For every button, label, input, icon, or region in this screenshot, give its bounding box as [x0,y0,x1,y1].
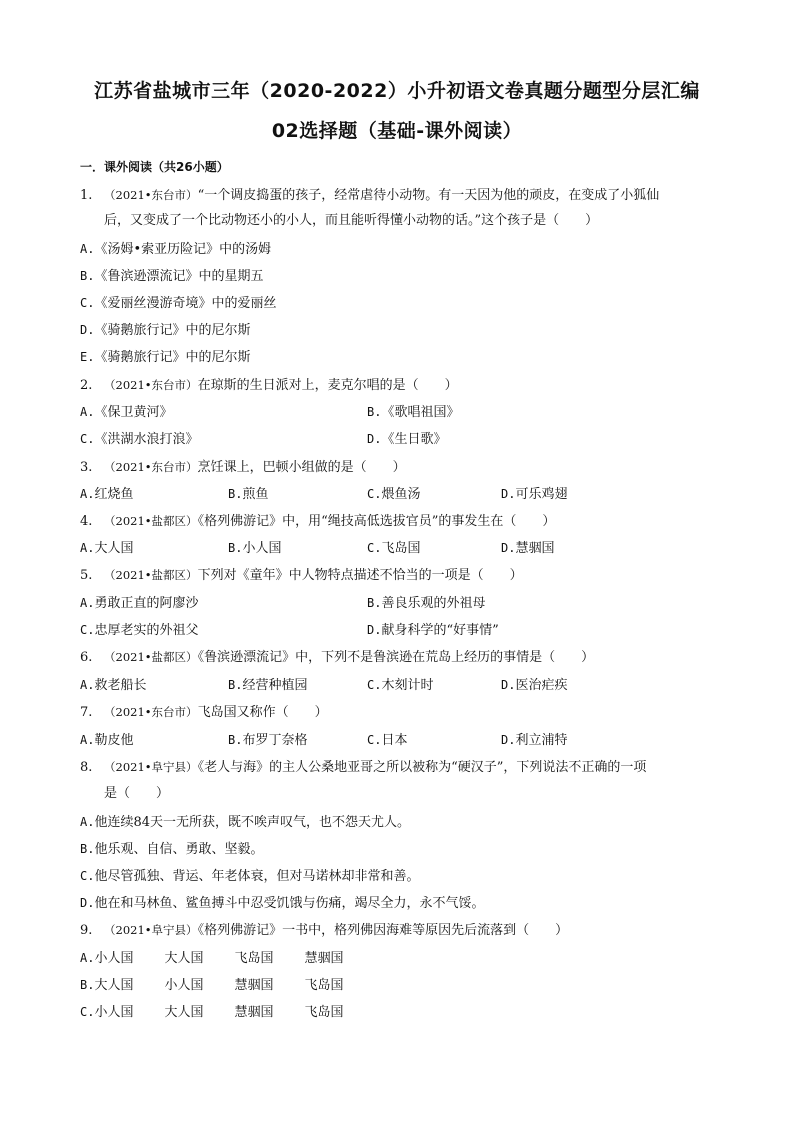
option-text: 《骑鹅旅行记》中的尼尔斯 [94,323,251,338]
question-1 [80,186,659,205]
question-source: （2021•盐都区） [104,514,198,528]
option-7a [80,731,133,750]
option-text: 医治疟疾 [515,678,568,693]
option-letter: A. [80,815,95,829]
section-heading: 一．课外阅读（共26小题） [80,160,229,174]
option-item: 飞岛国 [234,951,274,966]
option-5a [80,594,198,613]
option-letter: C. [80,1005,95,1019]
option-letter: A. [80,951,95,965]
option-item: 小人国 [94,951,134,966]
option-letter: C. [80,432,95,446]
question-source: （2021•东台市） [104,188,198,202]
question-5 [80,566,523,585]
option-1b [80,267,263,286]
question-3 [80,458,406,477]
option-7d [501,731,567,750]
option-2d [367,430,446,449]
option-7b [228,731,307,750]
option-1e [80,348,250,367]
option-6c [367,676,433,695]
question-9 [80,921,568,940]
option-text: 《洪湖水浪打浪》 [94,432,199,447]
option-letter: C. [367,733,382,747]
option-text: 《骑鹅旅行记》中的尼尔斯 [94,350,251,365]
option-text: 《歌唱祖国》 [381,405,460,420]
option-letter: B. [367,405,382,419]
question-text: 《格列佛游记》中，用“绳技高低选拔官员”的事发生在（ ） [197,514,556,529]
option-text: 煎鱼 [242,487,269,502]
option-4a [80,539,133,558]
option-text: 《保卫黄河》 [94,405,173,420]
question-8-continuation: 是（ ） [104,786,170,801]
option-3d [501,485,567,504]
option-letter: D. [501,541,516,555]
option-3b [228,485,268,504]
option-text: 献身科学的“好事情” [381,623,499,638]
option-text: 《鲁滨逊漂流记》中的星期五 [94,269,264,284]
option-5d [367,621,499,640]
option-letter: B. [367,596,382,610]
question-number: 3. [80,460,93,475]
option-letter: B. [80,269,95,283]
option-1c [80,294,276,313]
question-number: 9. [80,923,93,938]
option-text: 飞岛国 [381,541,421,556]
option-text: 他乐观、自信、勇敢、坚毅。 [94,842,264,857]
option-1d [80,321,250,340]
option-2a [80,403,172,422]
option-item: 慧骃国 [234,978,274,993]
option-4c [367,539,420,558]
question-source: （2021•阜宁县） [104,760,198,774]
option-letter: B. [228,487,243,501]
option-9c [80,1003,374,1022]
option-text: 日本 [381,733,408,748]
question-number: 8. [80,760,93,775]
option-letter: C. [80,623,95,637]
option-3c [367,485,420,504]
question-number: 1. [80,188,93,203]
document-title-line-1: 江苏省盐城市三年（2020-2022）小升初语文卷真题分题型分层汇编 [94,80,700,102]
question-source: （2021•东台市） [104,378,198,392]
option-letter: D. [501,733,516,747]
question-text: 《格列佛游记》一书中，格列佛因海难等原因先后流落到（ ） [197,923,569,938]
question-number: 5. [80,568,93,583]
question-1-continuation: 后，又变成了一个比动物还小的小人，而且能听得懂小动物的话。”这个孩子是（ ） [104,213,599,228]
option-text: 勇敢正直的阿廖沙 [94,596,199,611]
option-letter: C. [367,678,382,692]
document-title-line-2: 02选择题（基础-课外阅读） [271,120,523,142]
option-letter: A. [80,596,95,610]
option-item: 大人国 [164,951,204,966]
option-letter: C. [80,869,95,883]
question-number: 4. [80,514,93,529]
option-text: 《汤姆•索亚历险记》中的汤姆 [94,242,272,257]
option-text: 利立浦特 [515,733,568,748]
question-2 [80,376,458,395]
option-text: 木刻计时 [381,678,434,693]
option-letter: C. [367,541,382,555]
option-8b [80,840,263,859]
option-letter: D. [80,323,95,337]
option-letter: A. [80,678,95,692]
option-letter: D. [501,487,516,501]
option-letter: D. [80,896,95,910]
option-item: 大人国 [94,978,134,993]
option-4d [501,539,554,558]
option-letter: D. [367,432,382,446]
question-source: （2021•盐都区） [104,568,198,582]
option-text: 《生日歌》 [381,432,447,447]
option-letter: B. [80,842,95,856]
option-text: 煨鱼汤 [381,487,421,502]
option-text: 可乐鸡翅 [515,487,568,502]
question-text: 飞岛国又称作（ ） [197,705,328,720]
question-text: 在琼斯的生日派对上，麦克尔唱的是（ ） [197,378,458,393]
question-text: 下列对《童年》中人物特点描述不恰当的一项是（ ） [197,568,523,583]
option-text: 大人国 [94,541,134,556]
question-source: （2021•盐都区） [104,650,198,664]
option-3a [80,485,133,504]
option-letter: A. [80,487,95,501]
option-letter: A. [80,242,95,256]
option-letter: C. [367,487,382,501]
option-text: 他在和马林鱼、鲨鱼搏斗中忍受饥饿与伤痛，竭尽全力，永不气馁。 [94,896,485,911]
option-item: 慧骃国 [234,1005,274,1020]
option-letter: E. [80,350,95,364]
option-letter: A. [80,541,95,555]
question-8 [80,758,646,777]
question-text: 《鲁滨逊漂流记》中，下列不是鲁滨逊在荒岛上经历的事情是（ ） [197,650,595,665]
option-1a [80,240,271,259]
option-letter: A. [80,733,95,747]
question-source: （2021•东台市） [104,705,198,719]
question-number: 7. [80,705,93,720]
option-text: 红烧鱼 [94,487,134,502]
option-letter: D. [501,678,516,692]
option-item: 小人国 [94,1005,134,1020]
question-6 [80,648,594,667]
option-5c [80,621,198,640]
question-number: 2. [80,378,93,393]
option-letter: B. [228,678,243,692]
option-item: 飞岛国 [304,1005,344,1020]
option-text: 《爱丽丝漫游奇境》中的爱丽丝 [94,296,277,311]
option-4b [228,539,281,558]
option-text: 小人国 [242,541,282,556]
option-text: 他连续84天一无所获，既不唉声叹气，也不怨天尤人。 [94,815,410,830]
option-6d [501,676,567,695]
option-text: 他尽管孤独、背运、年老体衰，但对马诺林却非常和善。 [94,869,420,884]
option-2b [367,403,459,422]
option-item: 小人国 [164,978,204,993]
option-text: 救老船长 [94,678,147,693]
option-letter: B. [228,541,243,555]
option-9a [80,949,374,968]
option-8c [80,867,419,886]
option-9b [80,976,374,995]
option-7c [367,731,407,750]
option-letter: C. [80,296,95,310]
question-7 [80,703,328,722]
question-4 [80,512,555,531]
option-letter: A. [80,405,95,419]
option-item: 大人国 [164,1005,204,1020]
question-number: 6. [80,650,93,665]
option-8d [80,894,484,913]
option-item: 慧骃国 [304,951,344,966]
option-text: 慧骃国 [515,541,555,556]
option-6a [80,676,146,695]
option-6b [228,676,307,695]
option-item: 飞岛国 [304,978,344,993]
option-text: 经营种植园 [242,678,308,693]
question-text: “一个调皮捣蛋的孩子，经常虐待小动物。有一天因为他的顽皮，在变成了小狐仙 [197,188,660,203]
option-text: 善良乐观的外祖母 [381,596,486,611]
option-text: 布罗丁奈格 [242,733,308,748]
option-8a [80,813,410,832]
option-text: 忠厚老实的外祖父 [94,623,199,638]
option-2c [80,430,198,449]
question-text: 烹饪课上，巴顿小组做的是（ ） [197,460,406,475]
question-source: （2021•阜宁县） [104,923,198,937]
option-letter: B. [80,978,95,992]
option-5b [367,594,485,613]
question-text: 《老人与海》的主人公桑地亚哥之所以被称为“硬汉子”，下列说法不正确的一项 [197,760,647,775]
option-letter: D. [367,623,382,637]
question-source: （2021•东台市） [104,460,198,474]
option-text: 勒皮他 [94,733,134,748]
option-letter: B. [228,733,243,747]
